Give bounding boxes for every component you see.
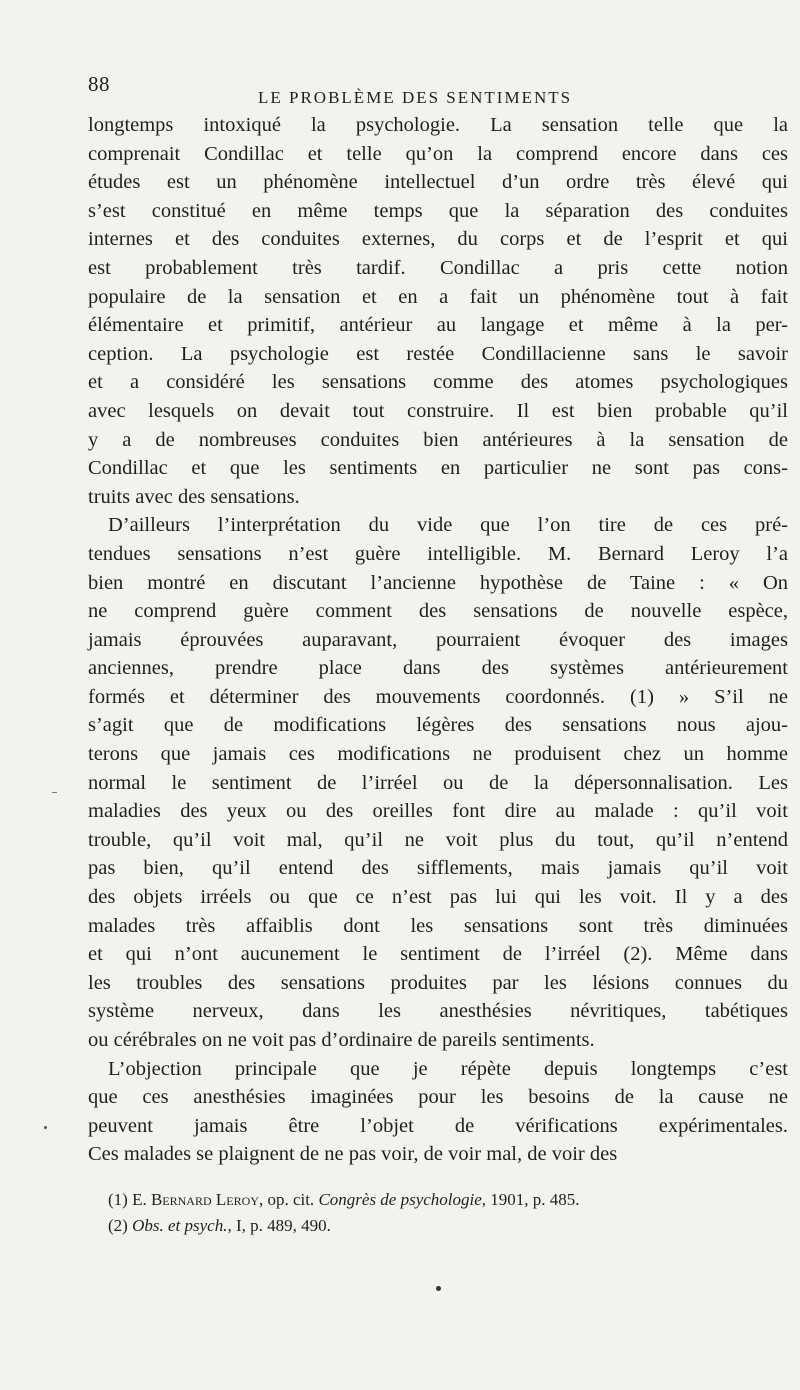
- footnote-title: Obs. et psych.: [132, 1216, 228, 1235]
- text-line: y a de nombreuses conduites bien antérieures à la sensation de: [88, 428, 788, 451]
- footnote-author: E. Bernard Leroy: [132, 1190, 259, 1209]
- text-line: ou cérébrales on ne voit pas d’ordinaire de pareils sentiments.: [88, 1029, 595, 1051]
- text-line: tendues sensations n’est guère intelligible. M. Bernard Leroy l’a: [88, 542, 788, 565]
- text-line: et qui n’ont aucunement le sentiment de l’irréel (2). Même dans: [88, 943, 788, 966]
- footnote-ref: , op. cit.: [258, 1190, 319, 1209]
- text-line: ception. La psychologie est restée Condillacienne sans le savoir: [88, 342, 788, 365]
- footnote-number: (2): [108, 1216, 128, 1235]
- text-line: Ces malades se plaignent de ne pas voir, de voir mal, de voir des: [88, 1143, 618, 1166]
- text-line: malades très affaiblis dont les sensations sont très diminuées: [88, 914, 788, 937]
- page-number: 88: [88, 72, 110, 96]
- margin-dot: [44, 1126, 47, 1129]
- paragraph: [88, 1055, 788, 1169]
- text-line: formés et déterminer des mouvements coordonnés. (1) » S’il ne: [88, 685, 788, 708]
- footnote-pages: , 1901, p. 485.: [481, 1190, 580, 1209]
- text-line: Condillac et que les sentiments en particulier ne sont pas cons-: [88, 457, 788, 480]
- text-line: L’objection principale que je répète depuis longtemps c’est: [108, 1057, 788, 1080]
- text-line: jamais éprouvées auparavant, pourraient évoquer des images: [88, 628, 788, 651]
- text-line: longtemps intoxiqué la psychologie. La sensation telle que la: [88, 114, 788, 136]
- text-line: internes et des conduites externes, du corps et de l’esprit et qui: [88, 228, 788, 251]
- text-line: D’ailleurs l’interprétation du vide que l’on tire de ces pré-: [108, 514, 788, 537]
- running-head: LE PROBLÈME DES SENTIMENTS: [258, 88, 573, 107]
- text-line: des objets irréels ou que ce n’est pas lui qui les voit. Il y a des: [88, 886, 788, 909]
- body-text: [88, 111, 788, 1169]
- text-line: et a considéré les sensations comme des atomes psychologiques: [88, 371, 788, 394]
- footnote-pages: , I, p. 489, 490.: [227, 1216, 331, 1235]
- text-line: que ces anesthésies imaginées pour les besoins de la cause ne: [88, 1086, 788, 1109]
- text-line: normal le sentiment de l’irréel ou de la dépersonnalisation. Les: [88, 771, 788, 794]
- paragraph: [88, 111, 788, 511]
- text-line: élémentaire et primitif, antérieur au langage et même à la per-: [88, 314, 788, 337]
- text-line: anciennes, prendre place dans des systèmes antérieurement: [88, 657, 788, 680]
- text-line: est probablement très tardif. Condillac a pris cette notion: [88, 256, 788, 279]
- footnote-number: (1): [108, 1190, 128, 1209]
- text-line: pas bien, qu’il entend des sifflements, mais jamais qu’il voit: [88, 857, 788, 880]
- text-line: s’est constitué en même temps que la séparation des conduites: [88, 199, 788, 222]
- footnote: [108, 1213, 788, 1239]
- text-line: bien montré en discutant l’ancienne hypothèse de Taine : « On: [88, 571, 788, 594]
- paragraph: [88, 511, 788, 1054]
- text-line: comprenait Condillac et telle qu’on la comprend encore dans ces: [88, 142, 788, 165]
- text-line: peuvent jamais être l’objet de vérifications expérimentales.: [88, 1114, 788, 1137]
- text-line: avec lesquels on devait tout construire. Il est bien probable qu’il: [88, 399, 788, 422]
- text-line: s’agit que de modifications légères des sensations nous ajou-: [88, 714, 788, 737]
- footnote: [108, 1187, 788, 1213]
- text-line: trouble, qu’il voit mal, qu’il ne voit plus du tout, qu’il n’entend: [88, 828, 788, 851]
- footnotes: [108, 1187, 788, 1239]
- footnote-title: Congrès de psychologie: [318, 1190, 482, 1209]
- text-line: terons que jamais ces modifications ne produisent chez un homme: [88, 743, 788, 766]
- text-line: truits avec des sensations.: [88, 485, 300, 508]
- print-dot: [436, 1286, 441, 1291]
- text-line: populaire de la sensation et en a fait un phénomène tout à fait: [88, 285, 788, 308]
- text-line: les troubles des sensations produites par les lésions connues du: [88, 971, 788, 994]
- margin-mark: [52, 792, 57, 793]
- text-line: études est un phénomène intellectuel d’un ordre très élevé qui: [88, 171, 788, 194]
- text-line: ne comprend guère comment des sensations de nouvelle espèce,: [88, 600, 788, 623]
- text-line: maladies des yeux ou des oreilles font dire au malade : qu’il voit: [88, 800, 788, 823]
- text-line: système nerveux, dans les anesthésies névritiques, tabétiques: [88, 1000, 788, 1023]
